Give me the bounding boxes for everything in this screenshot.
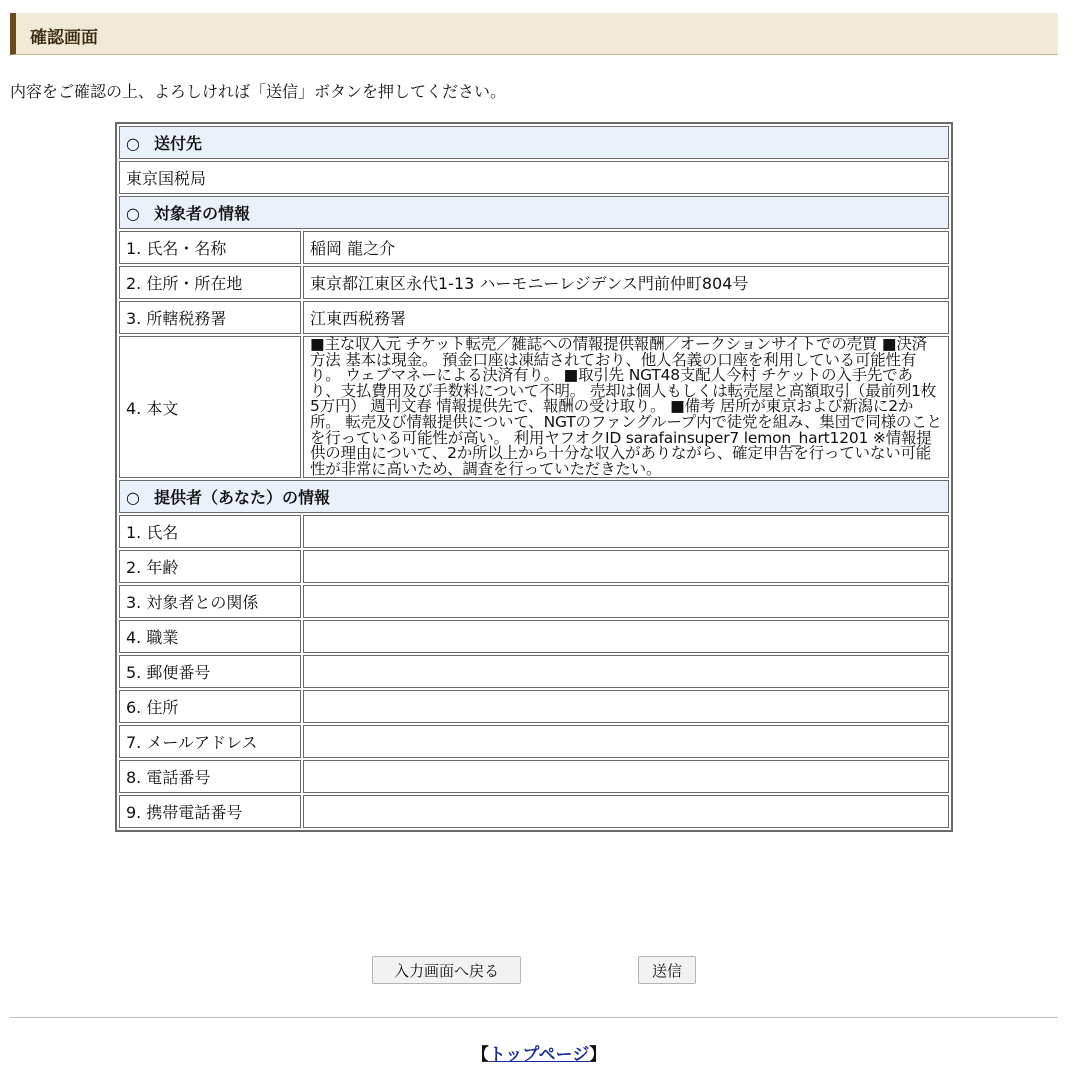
row-value bbox=[303, 795, 949, 828]
row-value: 稲岡 龍之介 bbox=[303, 231, 949, 264]
row-label: 4. 職業 bbox=[119, 620, 301, 653]
recipient-value: 東京国税局 bbox=[119, 161, 949, 194]
section-title: 送付先 bbox=[153, 134, 202, 153]
divider bbox=[10, 1017, 1058, 1018]
section-header-provider bbox=[119, 480, 949, 513]
row-label: 6. 住所 bbox=[119, 690, 301, 723]
row-value: 江東西税務署 bbox=[303, 301, 949, 334]
row-label: 1. 氏名 bbox=[119, 515, 301, 548]
section-title: 対象者の情報 bbox=[153, 204, 250, 223]
row-label: 2. 住所・所在地 bbox=[119, 266, 301, 299]
intro-text: 内容をご確認の上、よろしければ「送信」ボタンを押してください。 bbox=[10, 82, 507, 101]
section-marker-icon: ○ bbox=[126, 204, 140, 223]
row-label: 1. 氏名・名称 bbox=[119, 231, 301, 264]
table-row bbox=[119, 760, 949, 793]
row-value bbox=[303, 585, 949, 618]
row-value bbox=[303, 725, 949, 758]
row-label: 4. 本文 bbox=[119, 336, 301, 478]
row-value bbox=[303, 760, 949, 793]
body-text-value: ■主な収入元 チケット転売／雑誌への情報提供報酬／オークションサイトでの売買 ■決済方法 基本は現金。 預金口座は凍結されており、他人名義の口座を利用している可能性有り。 ウェブマネーによる決済有り。 ■取引先 NGT48支配人今村 チケットの入手先であり、支払費用及び手数料について不明。 売却は個人もしくは転売屋と高額取引（最前列1枚5万円） 週刊文春 情報提供先で、報酬の受け取り。 ■備考 居所が東京および新潟に2か所。 転売及び情報提供について、NGTのファングループ内で徒党を組み、集団で同様のことを行っている可能性が高い。 利用ヤフオクID sarafainsuper7 lemon_hart1201 ※情報提供の理由について、2か所以上から十分な収入がありながら、確定申告を行っていない可能性が非常に高いため、調査を行っていただきたい。 bbox=[303, 336, 949, 478]
row-label: 5. 郵便番号 bbox=[119, 655, 301, 688]
bracket-open: 【 bbox=[471, 1045, 489, 1065]
row-label: 3. 所轄税務署 bbox=[119, 301, 301, 334]
table-row bbox=[119, 585, 949, 618]
row-value bbox=[303, 550, 949, 583]
table-row bbox=[119, 690, 949, 723]
table-row bbox=[119, 655, 949, 688]
send-button[interactable]: 送信 bbox=[638, 956, 696, 984]
form-buttons bbox=[0, 956, 1078, 986]
section-title: 提供者（あなた）の情報 bbox=[153, 488, 330, 508]
table-row bbox=[119, 725, 949, 758]
row-value bbox=[303, 690, 949, 723]
table-row bbox=[119, 266, 949, 299]
top-page-link[interactable]: トップページ bbox=[488, 1045, 590, 1065]
row-label: 9. 携帯電話番号 bbox=[119, 795, 301, 828]
row-label: 8. 電話番号 bbox=[119, 760, 301, 793]
row-value bbox=[303, 655, 949, 688]
row-value bbox=[303, 620, 949, 653]
table-row bbox=[119, 301, 949, 334]
confirmation-table bbox=[115, 122, 953, 832]
section-header-recipient bbox=[119, 126, 949, 159]
table-row bbox=[119, 336, 949, 478]
back-to-input-button[interactable]: 入力画面へ戻る bbox=[372, 956, 521, 984]
table-row bbox=[119, 515, 949, 548]
recipient-row bbox=[119, 161, 949, 194]
section-header-target bbox=[119, 196, 949, 229]
section-marker-icon: ○ bbox=[126, 134, 140, 153]
row-label: 2. 年齢 bbox=[119, 550, 301, 583]
table-row bbox=[119, 231, 949, 264]
table-row bbox=[119, 795, 949, 828]
row-label: 7. メールアドレス bbox=[119, 725, 301, 758]
footer-nav bbox=[0, 1040, 1078, 1065]
page-header bbox=[10, 13, 1058, 55]
page-title: 確認画面 bbox=[30, 28, 98, 48]
row-label: 3. 対象者との関係 bbox=[119, 585, 301, 618]
table-row bbox=[119, 620, 949, 653]
bracket-close: 】 bbox=[589, 1045, 607, 1065]
row-value: 東京都江東区永代1-13 ハーモニーレジデンス門前仲町804号 bbox=[303, 266, 949, 299]
section-marker-icon: ○ bbox=[126, 488, 140, 508]
table-row bbox=[119, 550, 949, 583]
row-value bbox=[303, 515, 949, 548]
